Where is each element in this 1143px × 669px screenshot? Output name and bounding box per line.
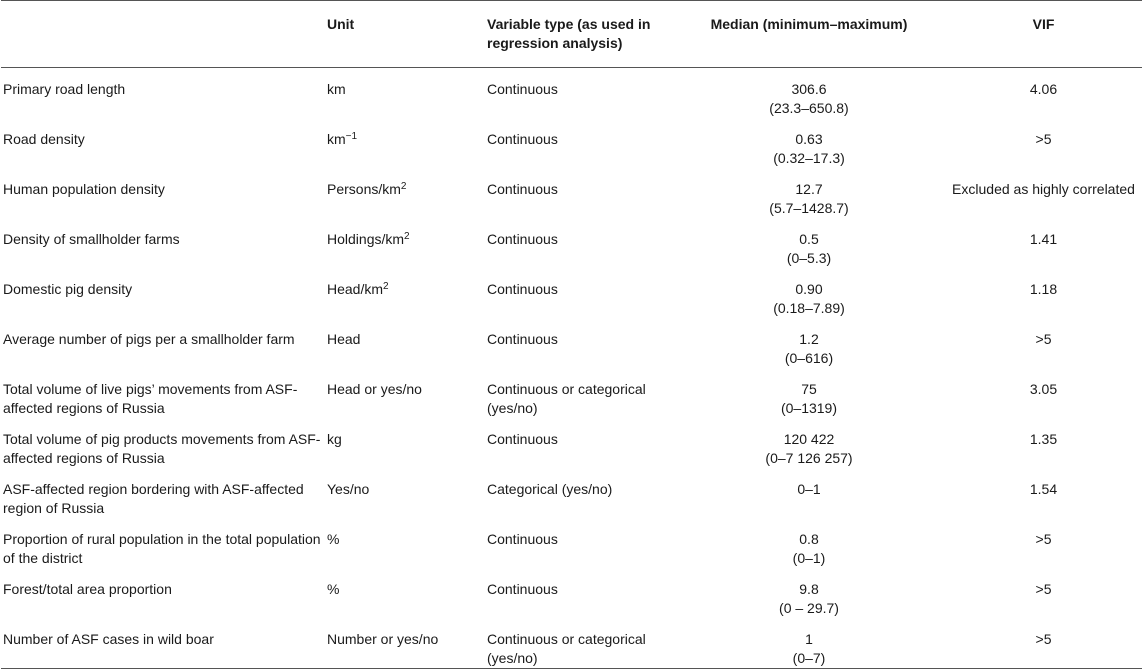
variable-type: Continuous — [487, 181, 558, 197]
variable-name: Road density — [3, 131, 85, 147]
vif-value: >5 — [1035, 581, 1052, 597]
vif-value: 4.06 — [1029, 81, 1058, 97]
variable-name: Number of ASF cases in wild boar — [3, 631, 214, 647]
vif-value: >5 — [1035, 131, 1052, 147]
table-row — [1, 268, 1142, 318]
unit-cell — [327, 268, 487, 318]
unit-text: kg — [327, 431, 342, 447]
median-value: 0.90 — [795, 281, 823, 297]
vif-value: >5 — [1035, 531, 1052, 547]
variable-type: Categorical (yes/no) — [487, 481, 613, 497]
variable-type: Continuous — [487, 81, 558, 97]
variable-name: Density of smallholder farms — [3, 231, 180, 247]
variable-type: Continuous — [487, 581, 558, 597]
median-value: 12.7 — [795, 181, 823, 197]
median-value: 75 — [801, 381, 817, 397]
median-cell — [673, 418, 945, 468]
unit-cell — [327, 468, 487, 518]
unit-cell — [327, 118, 487, 168]
unit-text: Head/km — [327, 281, 384, 297]
median-value: 0.5 — [799, 231, 819, 247]
unit-text: Head — [327, 331, 361, 347]
median-range: (0–1319) — [780, 400, 838, 416]
median-cell — [673, 518, 945, 568]
unit-text: km — [327, 131, 346, 147]
median-value: 0.63 — [795, 131, 823, 147]
median-value: 0.8 — [799, 531, 819, 547]
median-cell — [673, 168, 945, 218]
unit-text: Head or yes/no — [327, 381, 422, 397]
unit-superscript: 2 — [400, 181, 407, 192]
median-cell — [673, 468, 945, 518]
vif-value: >5 — [1035, 331, 1052, 347]
variable-type: Continuous — [487, 281, 558, 297]
unit-cell — [327, 368, 487, 418]
median-cell — [673, 368, 945, 418]
vif-value: 1.18 — [1029, 281, 1058, 297]
table-row — [1, 318, 1142, 368]
variable-name: Proportion of rural population in the total population of the district — [3, 531, 321, 566]
median-cell — [673, 268, 945, 318]
table-row — [1, 218, 1142, 268]
variable-name: Primary road length — [3, 81, 126, 97]
vif-value: Excluded as highly correlated — [952, 181, 1135, 197]
variable-name: Domestic pig density — [3, 281, 133, 297]
median-range: (0–616) — [784, 350, 834, 366]
median-value: 9.8 — [799, 581, 819, 597]
table-row — [1, 618, 1142, 669]
unit-cell — [327, 568, 487, 618]
unit-cell — [327, 318, 487, 368]
table-body — [1, 68, 1142, 669]
unit-cell — [327, 68, 487, 119]
unit-cell — [327, 618, 487, 669]
unit-cell — [327, 168, 487, 218]
vif-value: 1.54 — [1029, 481, 1058, 497]
unit-cell — [327, 418, 487, 468]
median-range: (0–1) — [792, 550, 826, 566]
median-cell — [673, 118, 945, 168]
vif-value: 1.35 — [1029, 431, 1058, 447]
median-cell — [673, 618, 945, 669]
median-cell — [673, 218, 945, 268]
median-value: 306.6 — [791, 81, 827, 97]
median-cell — [673, 318, 945, 368]
variable-name: Average number of pigs per a smallholder farm — [3, 331, 295, 347]
unit-text: Yes/no — [327, 481, 370, 497]
unit-text: Number or yes/no — [327, 631, 439, 647]
median-range: (5.7–1428.7) — [769, 200, 849, 216]
table-row — [1, 168, 1142, 218]
header-variable-type: Variable type (as used in regression analysis) — [487, 16, 651, 51]
median-range: (23.3–650.8) — [769, 100, 849, 116]
variable-type: Continuous — [487, 431, 558, 447]
table-row — [1, 118, 1142, 168]
median-cell — [673, 568, 945, 618]
table-row — [1, 468, 1142, 518]
variables-table — [1, 0, 1142, 669]
variable-type: Continuous or categorical (yes/no) — [487, 381, 646, 416]
median-range: (0.32–17.3) — [773, 150, 845, 166]
unit-superscript: −1 — [345, 131, 358, 142]
table-row — [1, 518, 1142, 568]
median-range: (0–7) — [792, 650, 826, 666]
table-row — [1, 68, 1142, 119]
unit-superscript: 2 — [404, 231, 410, 242]
variable-name: Human population density — [3, 181, 165, 197]
median-range: (0–5.3) — [786, 250, 832, 266]
median-value: 120 422 — [783, 431, 835, 447]
median-range: (0–7 126 257) — [765, 450, 853, 466]
unit-cell — [327, 518, 487, 568]
variable-name: ASF-affected region bordering with ASF-affected region of Russia — [3, 481, 304, 516]
variable-type: Continuous or categorical (yes/no) — [487, 631, 646, 666]
unit-superscript: 2 — [383, 281, 389, 292]
variable-type: Continuous — [487, 231, 558, 247]
header-median: Median (minimum–maximum) — [710, 16, 908, 32]
variable-type: Continuous — [487, 531, 558, 547]
median-cell — [673, 68, 945, 119]
unit-text: km — [327, 81, 346, 97]
median-value: 0–1 — [797, 481, 821, 497]
unit-text: Persons/km — [327, 181, 401, 197]
vif-value: 1.41 — [1029, 231, 1058, 247]
median-range: (0 – 29.7) — [779, 600, 839, 616]
header-row — [1, 1, 1142, 68]
header-unit: Unit — [327, 16, 355, 32]
unit-text: % — [327, 581, 340, 597]
table-row — [1, 568, 1142, 618]
variable-name: Forest/total area proportion — [3, 581, 172, 597]
median-value: 1 — [805, 631, 813, 647]
unit-text: Holdings/km — [327, 231, 405, 247]
variable-type: Continuous — [487, 131, 558, 147]
table-row — [1, 368, 1142, 418]
median-range: (0.18–7.89) — [773, 300, 845, 316]
vif-value: >5 — [1035, 631, 1052, 647]
table-row — [1, 418, 1142, 468]
unit-text: % — [327, 531, 340, 547]
variable-name: Total volume of pig products movements from ASF-affected regions of Russia — [3, 431, 321, 466]
unit-cell — [327, 218, 487, 268]
variable-type: Continuous — [487, 331, 558, 347]
vif-value: 3.05 — [1029, 381, 1058, 397]
variable-name: Total volume of live pigs’ movements from ASF-affected regions of Russia — [3, 381, 298, 416]
header-variable — [1, 1, 327, 68]
header-vif: VIF — [1032, 16, 1055, 32]
median-value: 1.2 — [799, 331, 819, 347]
